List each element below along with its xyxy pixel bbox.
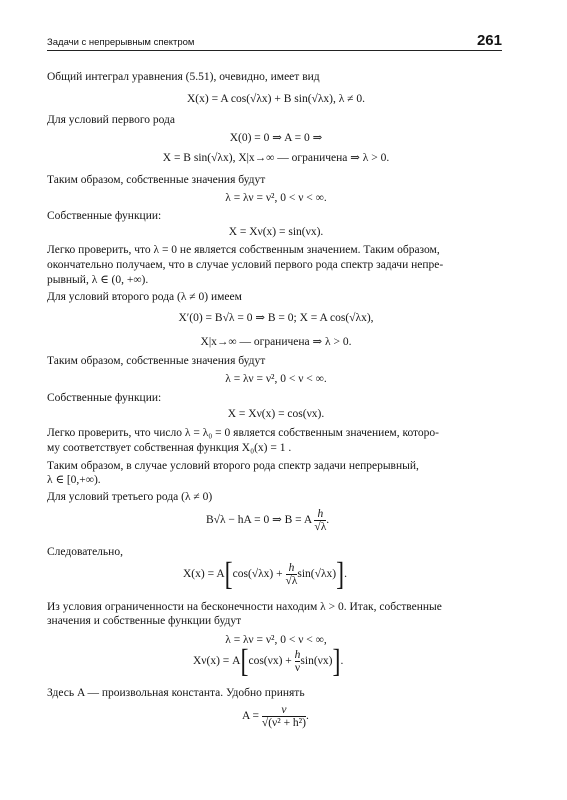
paragraph-line: Следовательно, xyxy=(47,546,123,558)
fraction-denominator: √(ν² + h²) xyxy=(261,717,306,729)
formula: X(x) = A cos(√λx) + B sin(√λx), λ ≠ 0. xyxy=(187,93,365,105)
formula: X(0) = 0 ⇒ A = 0 ⇒ xyxy=(229,132,323,144)
paragraph-line: Легко проверить, что число λ = λ₀ = 0 является собственным значением, которо- xyxy=(47,427,440,439)
formula: X(x) = A[cos(√λx) + $\frac{h}{√\lambda}$ sin(√λx)]. xyxy=(183,556,347,593)
fraction-numerator: h xyxy=(288,562,295,574)
paragraph-line: му соответствует собственная функция X₀(x) = 1 . xyxy=(47,442,292,454)
paragraph-line: Для условий третьего рода (λ ≠ 0) xyxy=(47,491,213,503)
formula-part: sin(νx) xyxy=(300,655,333,668)
formula-part: sin(√λx) xyxy=(297,568,337,581)
formula-part: X(x) = A xyxy=(183,568,225,581)
formula-part: cos(νx) + xyxy=(248,655,292,668)
paragraph-line: Для условий второго рода (λ ≠ 0) имеем xyxy=(47,291,242,303)
fraction xyxy=(314,508,326,533)
formula: λ = λν = ν², 0 < ν < ∞. xyxy=(225,373,327,385)
formula: A = $\frac{\nu}{\text{√(ν² + h²)}}$ . xyxy=(242,704,309,729)
paragraph-line: значения и собственные функции будут xyxy=(47,615,242,627)
paragraph-line: Собственные функции: xyxy=(47,392,162,404)
formula-part: B√λ − hA = 0 ⇒ B = A xyxy=(206,514,312,527)
fraction-denominator: ν xyxy=(294,662,301,674)
formula: X|x→∞ — ограничена ⇒ λ > 0. xyxy=(200,336,352,348)
fraction xyxy=(262,704,306,729)
formula: B√λ − hA = 0 ⇒ B = A $\frac{h}{√\lambda}$ . xyxy=(206,508,330,533)
formula: X = Xν(x) = sin(νx). xyxy=(228,226,324,238)
formula-part: cos(√λx) + xyxy=(232,568,283,581)
fraction-denominator: √λ xyxy=(285,575,298,587)
paragraph-line: рывный, λ ∈ (0, +∞). xyxy=(47,274,149,286)
formula: Xν(x) = A[cos(νx) + $\frac{h}{\nu}$ sin(νx)]. xyxy=(193,643,344,680)
paragraph-line: Собственные функции: xyxy=(47,210,162,222)
paragraph-line: Из условия ограниченности на бесконечности находим λ > 0. Итак, собственные xyxy=(47,601,442,613)
formula: λ = λν = ν², 0 < ν < ∞, xyxy=(225,634,327,646)
paragraph-line: Легко проверить, что λ = 0 не является собственным значением. Таким образом, xyxy=(47,244,440,256)
fraction xyxy=(286,562,298,587)
header-title: Задачи с непрерывным спектром xyxy=(47,37,195,48)
paragraph-line: Таким образом, собственные значения будут xyxy=(47,174,266,186)
formula: X = B sin(√λx), X|x→∞ — ограничена ⇒ λ > 0. xyxy=(162,152,390,164)
formula: X′(0) = B√λ = 0 ⇒ B = 0; X = A cos(√λx), xyxy=(178,312,374,324)
formula-part: A = xyxy=(242,710,260,723)
paragraph-line: Таким образом, в случае условий второго рода спектр задачи непрерывный, xyxy=(47,460,419,472)
fraction-numerator: h xyxy=(294,649,301,661)
running-header xyxy=(47,34,502,51)
paragraph-line: Таким образом, собственные значения будут xyxy=(47,355,266,367)
formula: X = Xν(x) = cos(νx). xyxy=(227,408,325,420)
fraction-numerator: h xyxy=(317,508,324,520)
formula-part: Xν(x) = A xyxy=(193,655,241,668)
paragraph-line: Общий интеграл уравнения (5.51), очевидно, имеет вид xyxy=(47,71,320,83)
paragraph-line: λ ∈ [0,+∞). xyxy=(47,474,101,486)
fraction-denominator: √λ xyxy=(314,521,327,533)
fraction-numerator: ν xyxy=(281,704,287,716)
paragraph-line: окончательно получаем, что в случае условий первого рода спектр задачи непре- xyxy=(47,259,444,271)
paragraph-line: Для условий первого рода xyxy=(47,114,175,126)
page-number: 261 xyxy=(476,32,502,49)
paragraph-line: Здесь A — произвольная константа. Удобно принять xyxy=(47,687,305,699)
formula: λ = λν = ν², 0 < ν < ∞. xyxy=(225,192,327,204)
